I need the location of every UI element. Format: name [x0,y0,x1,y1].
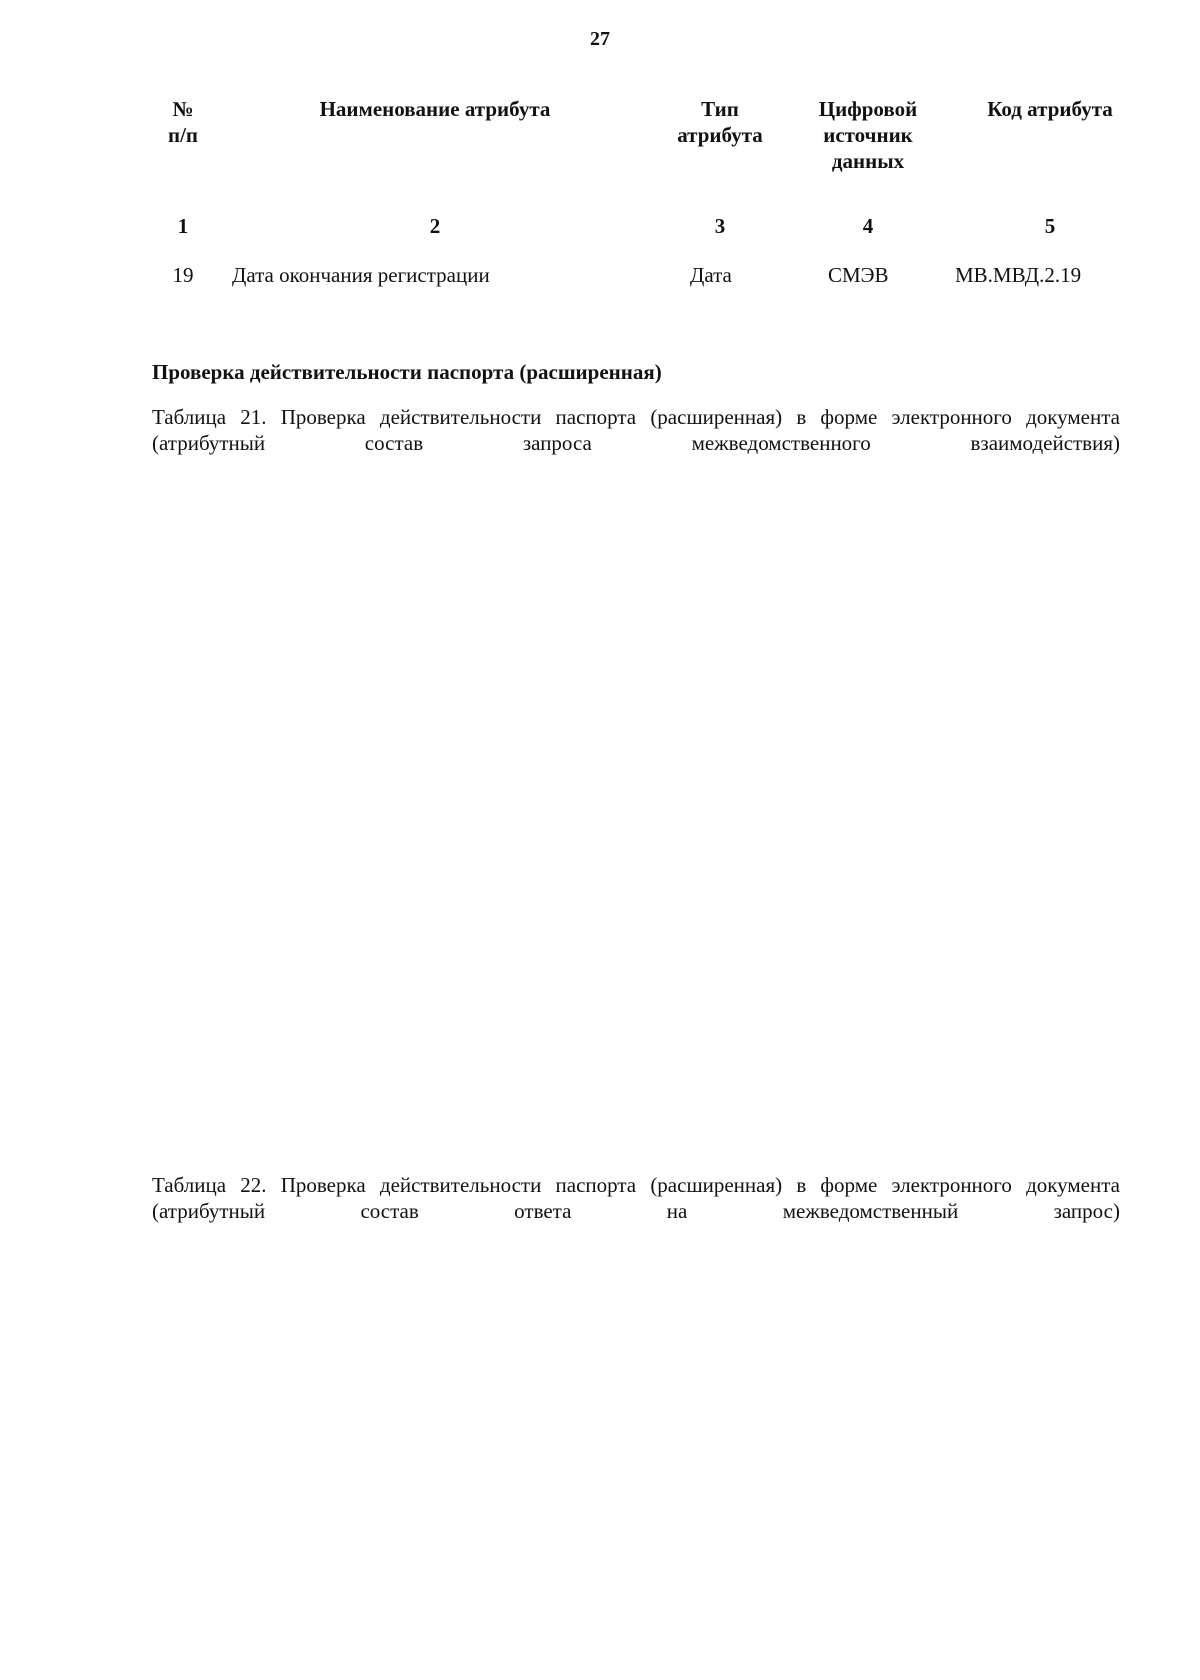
page-number: 27 [590,28,610,50]
table-top-header-1: № п/п [167,97,199,147]
table-top-index-5: 5 [1044,214,1056,238]
table-top-index-2: 2 [429,214,441,238]
table22-caption: Таблица 22. Проверка действительности паспорта (расширенная) в форме электронного документа (атрибутный состав ответа на межведомственный запрос) [152,1173,1120,1223]
table-top-row-1-col-3: Дата [690,263,732,287]
table-top-row-1-col-5: МВ.МВД.2.19 [955,263,1082,287]
table-top-row-1-col-4: СМЭВ [828,263,889,287]
section-title: Проверка действительности паспорта (расширенная) [152,360,662,384]
table-top-index-1: 1 [177,214,189,238]
table-top-header-5: Код атрибута [987,97,1113,121]
table-top-header-2: Наименование атрибута [319,97,551,121]
table-top-row-1-col-1: 19 [172,263,194,287]
table-top-index-3: 3 [714,214,726,238]
table-top-row-1-col-2: Дата окончания регистрации [232,263,490,287]
table-top-header-4: Цифровой источник данных [818,97,918,173]
table-top-header-3: Тип атрибута [677,97,763,147]
table-top-index-4: 4 [862,214,874,238]
table21-caption: Таблица 21. Проверка действительности паспорта (расширенная) в форме электронного документа (атрибутный состав запроса межведомственного взаимодействия) [152,405,1120,455]
